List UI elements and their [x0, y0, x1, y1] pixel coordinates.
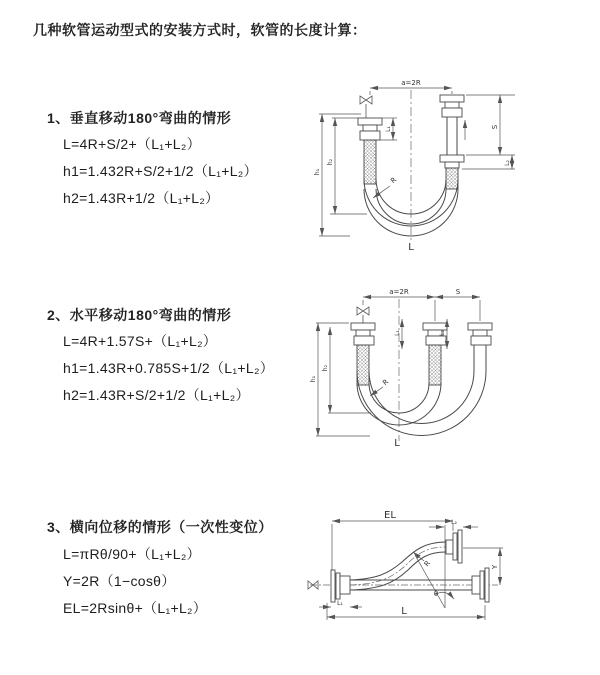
section1-heading: 1、垂直移动180°弯曲的情形: [47, 110, 232, 126]
left-leg-fitting: [351, 323, 375, 385]
dim-label-s: S: [491, 124, 499, 130]
radius-leader: [370, 378, 390, 396]
dim-label-l1: L₁: [394, 330, 401, 336]
valve-icon: [357, 307, 369, 323]
diagram-vertical-180-bend: [315, 74, 520, 254]
braided-hose-section: [429, 345, 441, 385]
section3-heading: 3、横向位移的情形（一次性变位）: [47, 519, 273, 535]
left-leg-fitting: [358, 118, 382, 184]
section1-formula-L: L=4R+S/2+（L₁+L₂）: [63, 136, 201, 152]
dim-label-a2r: a=2R: [389, 288, 409, 296]
dimension-l2: [429, 519, 478, 527]
dim-label-length: L: [394, 438, 400, 449]
section3-formula-L: L=πRθ/90+（L₁+L₂）: [63, 546, 201, 562]
dimension-length: [327, 603, 485, 620]
right-leg-fitting: [468, 323, 492, 371]
braided-hose-section: [357, 345, 369, 385]
upper-right-flange: [446, 530, 462, 563]
dim-label-length: L: [408, 242, 414, 253]
dim-label-el: EL: [384, 510, 396, 521]
valve-icon: [360, 96, 372, 118]
dimension-s: [462, 95, 515, 169]
diagram-lateral-displacement: [302, 507, 517, 637]
dimension-l2: [504, 155, 512, 169]
angle-construction: [415, 525, 454, 608]
section3-formula-Y: Y=2R（1−cosθ）: [63, 573, 176, 589]
dim-label-l2: L₂: [504, 160, 511, 166]
left-flange: [331, 570, 350, 602]
dim-label-r: R: [389, 175, 399, 186]
right-leg-fitting: [440, 95, 465, 189]
dimension-l1: [319, 600, 362, 607]
dimension-h1: [314, 114, 361, 236]
section2-formula-h2: h2=1.43R+S/2+1/2（L₁+L₂）: [63, 387, 250, 403]
dimension-el: [332, 510, 453, 570]
section1-formula-h1: h1=1.432R+S/2+1/2（L₁+L₂）: [63, 163, 258, 179]
section2-heading: 2、水平移动180°弯曲的情形: [47, 307, 232, 323]
dim-label-h2: h₂: [322, 364, 329, 372]
dim-label-r: R: [422, 559, 433, 569]
page-title: 几种软管运动型式的安装方式时，软管的长度计算：: [33, 22, 367, 38]
diagram-horizontal-180-bend: [310, 283, 600, 465]
braided-hose-section: [364, 140, 376, 184]
section3-formula-EL: EL=2Rsinθ+（L₁+L₂）: [63, 600, 208, 616]
angle-label-theta: θ: [433, 590, 439, 598]
hose-s-curve-displaced: [350, 542, 446, 590]
dim-label-h2: h₂: [327, 158, 334, 166]
dim-label-y: Y: [491, 564, 499, 570]
dimension-l1: [394, 319, 402, 349]
dim-label-h1: h₁: [310, 375, 317, 383]
dim-label-length: L: [401, 606, 407, 617]
lower-right-flange: [472, 568, 489, 602]
section1-formula-h2: h2=1.43R+1/2（L₁+L₂）: [63, 190, 220, 206]
dim-label-l2: L₂: [439, 330, 446, 336]
section2-formula-L: L=4R+1.57S+（L₁+L₂）: [63, 333, 218, 349]
dim-label-s: S: [455, 288, 461, 296]
section2-formula-h1: h1=1.43R+0.785S+1/2（L₁+L₂）: [63, 360, 274, 376]
dim-label-r: R: [381, 377, 391, 388]
dim-label-h1: h₁: [314, 168, 321, 176]
dim-label-l2: L₂: [451, 519, 457, 526]
dim-label-l1: L₁: [337, 600, 343, 607]
dim-label-l1: L₁: [385, 126, 392, 132]
dimension-s: [435, 288, 480, 321]
braided-hose-section: [446, 168, 458, 189]
dim-label-a2r: a=2R: [401, 79, 421, 87]
